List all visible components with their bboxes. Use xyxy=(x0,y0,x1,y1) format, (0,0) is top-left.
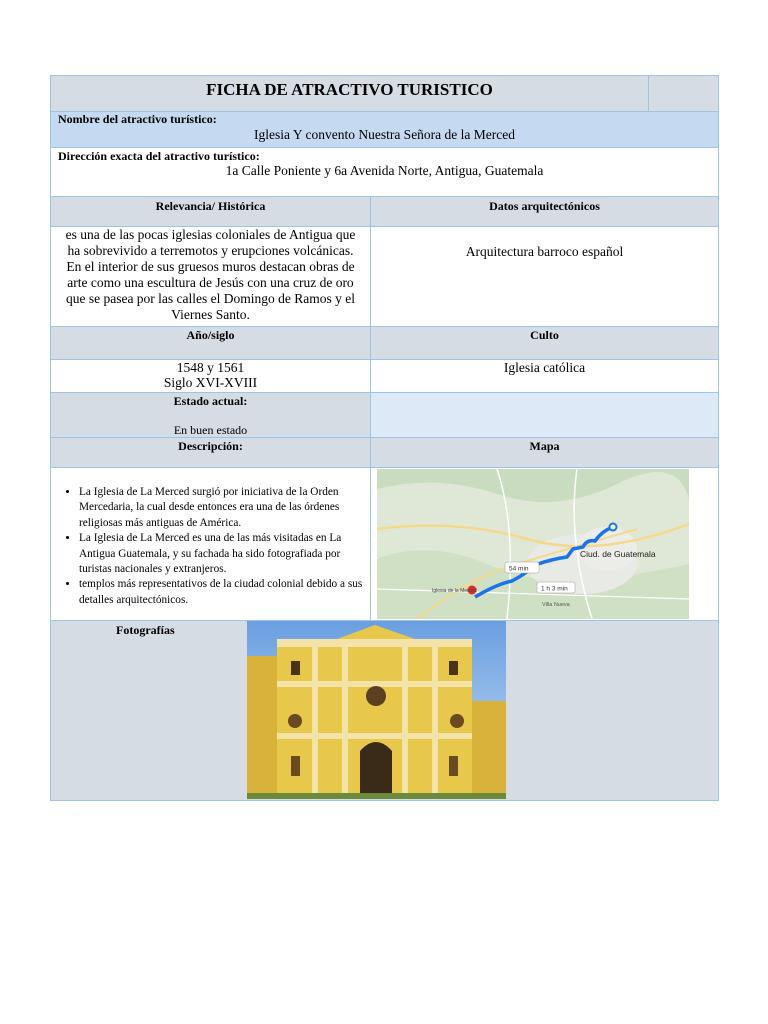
datos-header-cell xyxy=(370,196,719,227)
descripcion-list xyxy=(51,468,370,608)
relevancia-value-cell xyxy=(50,226,371,327)
mapa-header-cell xyxy=(370,437,719,468)
direccion-cell xyxy=(50,147,719,197)
destination-marker xyxy=(610,524,617,531)
culto-header-cell xyxy=(370,326,719,360)
descripcion-item: • templos más representativos de la ciudad colonial debido a sus detalles arquitectónicos. xyxy=(79,577,364,608)
anio-line1: 1548 y 1561 xyxy=(176,360,245,375)
datos-arq-value: Arquitectura barroco español xyxy=(465,244,624,259)
title-side-cell xyxy=(648,75,719,112)
descripcion-label: Descripción: xyxy=(178,439,243,453)
mapa-label: Mapa xyxy=(529,439,560,453)
fotografias-cell xyxy=(50,620,719,801)
culto-value-cell xyxy=(370,359,719,393)
estado-side-cell xyxy=(370,392,719,438)
culto-label: Culto xyxy=(530,328,559,342)
datos-value-cell xyxy=(370,226,719,327)
direccion-label: Dirección exacta del atractivo turístico: xyxy=(58,149,260,163)
relevancia-text: es una de las pocas iglesias coloniales de Antigua que ha sobrevivido a terremotos y erupciones volcánicas. En el interior de sus gruesos muros destacan obras de arte como una escultura de Jesús con una cruz de oro que se pasea por las calles el Domingo de Ramos y el Viernes Santo. xyxy=(65,227,356,322)
nombre-cell xyxy=(50,111,719,148)
nombre-value: Iglesia Y convento Nuestra Señora de la Merced xyxy=(253,127,516,142)
town-label: Villa Nueva xyxy=(542,602,570,608)
route-time-2: 1 h 3 min xyxy=(541,585,568,593)
map-graphic xyxy=(377,469,689,619)
nombre-label: Nombre del atractivo turístico: xyxy=(58,112,217,126)
origin-label: Iglesia de la Merced xyxy=(432,588,477,594)
mapa-value-cell xyxy=(370,467,719,621)
relevancia-header-cell xyxy=(50,196,371,227)
church-photo xyxy=(247,621,506,799)
fotografias-label: Fotografías xyxy=(116,623,175,637)
descripcion-item: • La Iglesia de La Merced surgió por iniciativa de la Orden Mercedaria, la cual desde entonces era una de las órdenes religiosas más antiguas de América. xyxy=(79,485,364,531)
route-time-1: 54 min xyxy=(509,565,529,573)
datos-arq-label: Datos arquitectónicos xyxy=(489,199,600,213)
church-facade-graphic xyxy=(247,621,506,799)
descripcion-item: • La Iglesia de La Merced es una de las más visitadas en La Antigua Guatemala, y su fachada ha sido fotografiada por turistas nacionales y extranjeros. xyxy=(79,531,364,577)
anio-header-cell xyxy=(50,326,371,360)
anio-line2: Siglo XVI-XVIII xyxy=(163,375,258,390)
anio-label: Año/siglo xyxy=(186,328,235,342)
estado-value: En buen estado xyxy=(173,423,248,437)
estado-cell xyxy=(50,392,371,438)
title-cell xyxy=(50,75,649,112)
relevancia-label: Relevancia/ Histórica xyxy=(155,199,266,213)
direccion-value: 1a Calle Poniente y 6a Avenida Norte, Antigua, Guatemala xyxy=(225,163,544,178)
city-label: Ciud. de Guatemala xyxy=(580,549,656,559)
descripcion-value-cell xyxy=(50,467,371,621)
estado-label: Estado actual: xyxy=(173,394,248,408)
anio-value-cell xyxy=(50,359,371,393)
route-map[interactable] xyxy=(377,469,689,619)
form-title: FICHA DE ATRACTIVO TURISTICO xyxy=(206,80,493,99)
culto-value: Iglesia católica xyxy=(503,360,586,375)
descripcion-header-cell xyxy=(50,437,371,468)
